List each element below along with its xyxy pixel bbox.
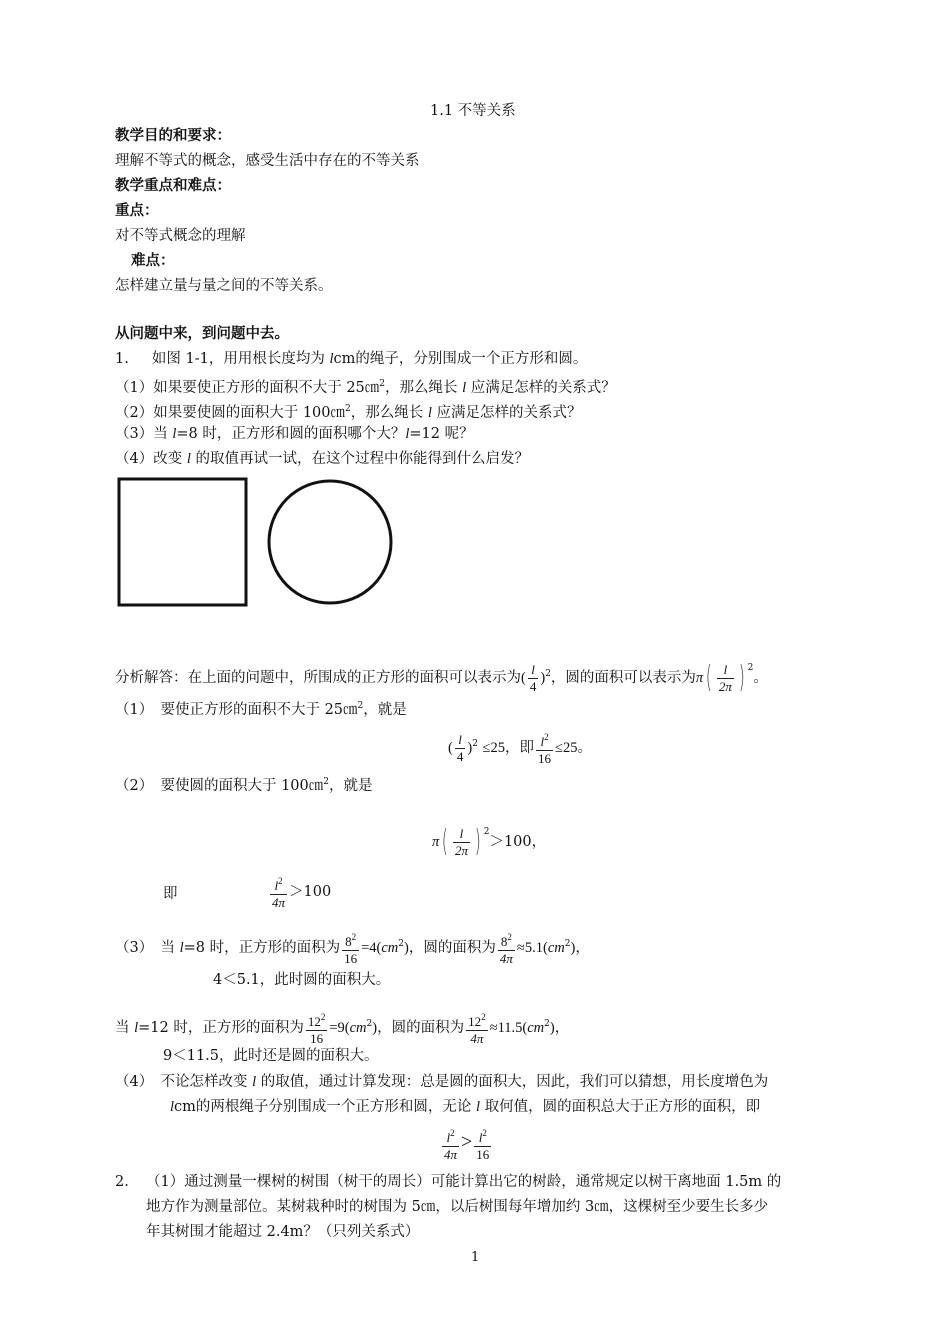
q1-intro-a: 如图 1-1，用用根长度均为 — [151, 351, 330, 367]
sq: 2 — [544, 1019, 550, 1029]
q1-part2 — [115, 399, 582, 423]
ji-label: 即 — [163, 886, 178, 902]
analysis-part2-b: ，就是 — [329, 778, 373, 794]
analysis-part2-formula: π( $\frac{l}{2\pi}$ ) $^2$＞100， — [432, 824, 547, 859]
focus-text: 对不等式概念的理解 — [115, 228, 246, 244]
page-number: 1 — [471, 1250, 480, 1265]
sq: 2 — [545, 669, 551, 679]
analysis-part3-l12 — [115, 1004, 569, 1048]
part3-g: ，圆的面积为 — [377, 1020, 465, 1036]
q1-intro — [115, 349, 587, 369]
comma: ， — [554, 1020, 570, 1036]
unit-cm: cm — [381, 940, 399, 956]
var-l: l — [252, 1074, 257, 1090]
frac-12sq-16: $\frac{12^2}{16}$ — [307, 1012, 326, 1046]
analysis-part1-a: （1） 要使正方形的面积不大于 25㎝ — [115, 702, 358, 718]
var-l: l — [170, 1099, 175, 1115]
unit-cm: cm — [349, 1020, 367, 1036]
q1-part4-a: （4）改变 — [115, 451, 187, 467]
part3-f: =12 时，正方形的面积为 — [138, 1020, 304, 1036]
var-l: l — [134, 1020, 139, 1036]
part3-e: 当 — [115, 1020, 135, 1036]
frac-l-2pi: $\frac{l}{2\pi}$ — [454, 825, 468, 858]
frac-l2-4pi: $\frac{l^2}{4\pi}$ — [272, 876, 286, 910]
frac-l2-16: $\frac{l^2}{16}$ — [538, 732, 551, 766]
gt-100: ＞100 — [289, 884, 332, 900]
analysis-part3 — [115, 924, 590, 968]
part4-a: （4） 不论怎样改变 — [115, 1074, 253, 1090]
comma: ， — [575, 940, 590, 956]
part3-compare-2: 9＜11.5，此时还是圆的面积大。 — [163, 1048, 379, 1064]
q1-part1 — [115, 374, 616, 398]
part4-d: 取何值，圆的面积总大于正方形的面积，即 — [480, 1099, 761, 1115]
ji-formula — [268, 872, 331, 912]
frac-8sq-4pi: $\frac{8^2}{4\pi}$ — [499, 932, 513, 966]
sq: 2 — [323, 777, 329, 787]
frac-l-4: $\frac{l}{4}$ — [456, 731, 464, 764]
q1-part3 — [115, 424, 474, 444]
pi-symbol: π — [695, 670, 704, 686]
q2-line2: 地方作为测量部位。某树栽种时的树围为 5㎝，以后树围每年增加约 3㎝，这棵树至少要生长多少 — [146, 1199, 769, 1215]
analysis-part1 — [115, 696, 407, 720]
frac-l2-16: $\frac{l^2}{16}$ — [476, 1128, 490, 1162]
unit-cm: cm — [527, 1020, 545, 1036]
part3-c: ，圆的面积为 — [408, 940, 496, 956]
focus-heading: 重点： — [115, 202, 159, 219]
var-l: l — [405, 426, 410, 442]
sq: 2 — [483, 827, 490, 837]
q2-line3: 年其树围才能超过 2.4m？（只列关系式） — [146, 1224, 420, 1240]
q1-part1-b: ，那么绳长 — [385, 380, 463, 396]
analysis-part4-line1 — [115, 1072, 768, 1092]
q2-line1: （1）通过测量一棵树的树围（树干的周长）可能计算出它的树龄，通常规定以树干离地面 1.5m 的 — [146, 1174, 782, 1190]
sq: 2 — [366, 1019, 373, 1029]
q1-number: 1. — [115, 351, 129, 367]
aim-text: 理解不等式的概念，感受生活中存在的不等关系 — [115, 153, 420, 169]
close-paren: ) — [404, 940, 409, 956]
sq: 2 — [398, 939, 405, 949]
gt-100: ＞100， — [489, 834, 547, 850]
sq: 2 — [747, 663, 754, 673]
sq: 2 — [345, 404, 351, 414]
frac-8sq-16: $\frac{8^2}{16}$ — [344, 932, 358, 966]
analysis-intro-mid: ，圆的面积可以表示为 — [550, 670, 696, 686]
analysis-part4-line2 — [170, 1097, 760, 1117]
frac-12sq-4pi: $\frac{12^2}{4\pi}$ — [468, 1012, 486, 1046]
sq: 2 — [379, 379, 386, 389]
gt-sign: > — [461, 1131, 473, 1153]
eq-9: =9( — [329, 1020, 350, 1036]
part3-a: （3） 当 — [115, 940, 180, 956]
aim-heading: 教学目的和要求： — [115, 127, 231, 144]
close-paren: ) — [570, 940, 576, 956]
close-paren: ) — [549, 1020, 555, 1036]
eq-4: =4( — [361, 940, 382, 956]
q1-part1-c: 应满足怎样的关系式？ — [466, 380, 616, 396]
difficulty-text: 怎样建立量与量之间的不等关系。 — [115, 278, 333, 294]
le-25: ≤25 — [555, 740, 578, 756]
q2-number: 2. — [115, 1174, 129, 1190]
q1-part2-b: ，那么绳长 — [350, 405, 428, 421]
analysis-part1-b: ，就是 — [363, 702, 407, 718]
analysis-intro-end: 。 — [753, 670, 768, 686]
le-25: ≤25 — [482, 740, 505, 756]
q1-part4-b: 的取值再试一试，在这个过程中你能得到什么启发？ — [190, 451, 529, 467]
ji-text: ，即 — [505, 740, 534, 756]
q1-part3-c: =12 呢？ — [409, 426, 474, 442]
var-l: l — [179, 940, 184, 956]
pi-symbol: π — [432, 834, 440, 850]
page-title: 1.1 不等关系 — [430, 103, 516, 119]
q1-part2-c: 应满足怎样的关系式？ — [431, 405, 582, 421]
analysis-part1-formula: ( $\frac{l}{4}$ )$^2$ ≤25，即 $\frac{l^2}{16}$ ≤25。 — [448, 724, 592, 768]
analysis-intro: 分析解答：在上面的问题中，所围成的正方形的面积可以表示为( $\frac{l}{4}$ )$^2$，圆的面积可以表示为π( $\frac{l}{2\pi}$ ) $^2$。 — [115, 660, 768, 695]
sq: 2 — [357, 701, 364, 711]
circle-shape — [269, 481, 391, 603]
var-l: l — [186, 451, 191, 467]
difficulty-heading: 难点： — [131, 252, 175, 269]
key-heading: 教学重点和难点： — [115, 177, 231, 194]
sq: 2 — [472, 739, 478, 749]
part3-compare-1: 4＜5.1，此时圆的面积大。 — [213, 972, 391, 988]
close-paren: ) — [372, 1020, 378, 1036]
q1-part2-a: （2）如果要使圆的面积大于 100㎝ — [115, 405, 346, 421]
problem-heading: 从问题中来，到问题中去。 — [115, 325, 289, 342]
q1-intro-b: cm的绳子，分别围成一个正方形和圆。 — [333, 351, 588, 367]
q1-part1-a: （1）如果要使正方形的面积不大于 25㎝ — [115, 380, 380, 396]
part4-b: 的取值，通过计算发现：总是圆的面积大，因此，我们可以猜想，用长度增色为 — [256, 1074, 769, 1090]
approx-11-5: ≈11.5( — [489, 1020, 528, 1036]
var-l: l — [476, 1099, 481, 1115]
analysis-part2-a: （2） 要使圆的面积大于 100㎝ — [115, 778, 324, 794]
var-l: l — [427, 405, 432, 421]
frac-l2-4pi: $\frac{l^2}{4\pi}$ — [444, 1128, 458, 1162]
analysis-intro-text: 分析解答：在上面的问题中，所围成的正方形的面积可以表示为 — [115, 670, 521, 686]
sq: 2 — [564, 939, 571, 949]
part3-b: =8 时，正方形的面积为 — [183, 940, 341, 956]
var-l: l — [329, 351, 334, 367]
q1-part3-a: （3）当 — [115, 426, 173, 442]
end-dot: 。 — [577, 740, 592, 756]
square-shape — [119, 479, 246, 605]
q1-part3-b: =8 时，正方形和圆的面积哪个大？ — [176, 426, 406, 442]
var-l: l — [462, 380, 467, 396]
figure-1-1 — [112, 474, 402, 610]
unit-cm: cm — [547, 940, 565, 956]
part4-c: cm的两根绳子分别围成一个正方形和圆，无论 — [174, 1099, 477, 1115]
part4-formula — [440, 1122, 493, 1164]
approx-5-1: ≈5.1( — [516, 940, 548, 956]
analysis-part2 — [115, 772, 373, 796]
frac-l-4: $\frac{l}{4}$ — [529, 661, 537, 694]
q1-part4 — [115, 449, 529, 469]
var-l: l — [172, 426, 177, 442]
frac-l-2pi: $\frac{l}{2\pi}$ — [718, 661, 732, 694]
